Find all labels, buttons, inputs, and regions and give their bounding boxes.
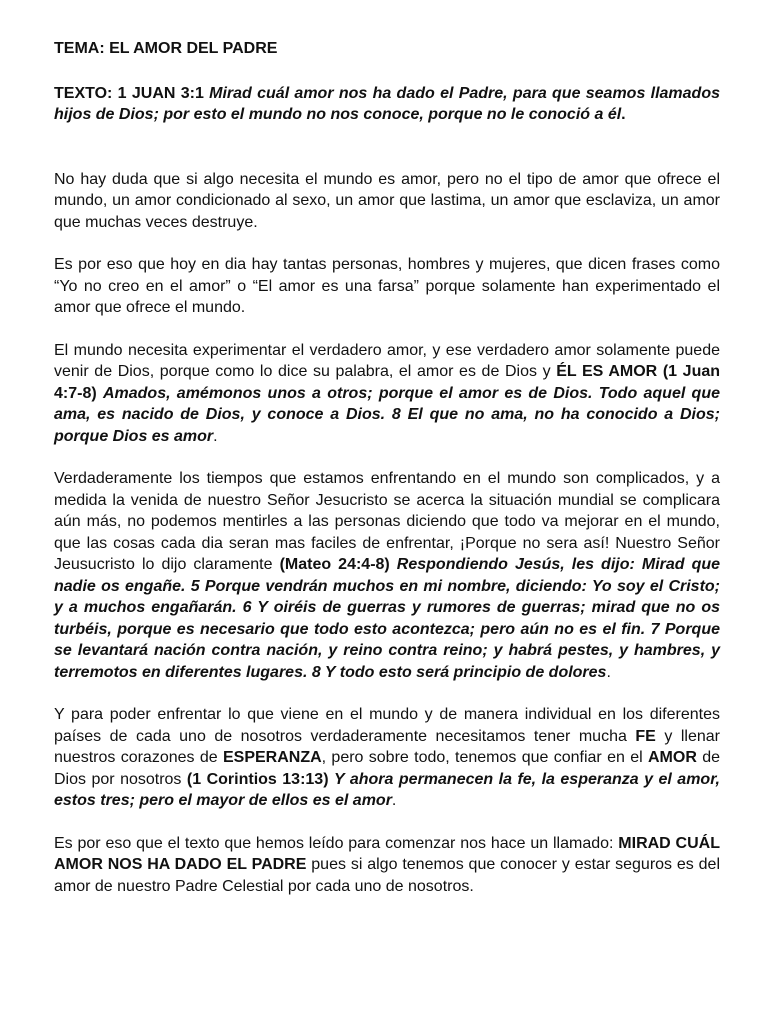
emphasis-amor: AMOR: [648, 749, 697, 766]
bible-quote: Amados, amémonos unos a otros; porque el amor es de Dios. Todo aquel que ama, es nacido de Dios, y conoce a Dios. 8 El que no ama, no ha conocido a Dios; porque Dios es amor: [54, 384, 721, 445]
emphasis-call: MIRAD CUÁL AMOR NOS HA DADO EL PADRE: [54, 834, 720, 873]
scripture-reference: TEXTO: 1 JUAN 3:1: [54, 84, 204, 102]
paragraph-2: Es por eso que hoy en dia hay tantas personas, hombres y mujeres, que dicen frases como “Yo no creo en el amor” o “El amor es una farsa” porque solamente han experimentado el amor que ofrece el mundo.: [54, 256, 720, 316]
paragraph-3: El mundo necesita experimentar el verdadero amor, y ese verdadero amor solamente puede venir de Dios, porque como lo dice su palabra, el amor es de Dios y ÉL ES AMOR (1 Juan 4:7-8) Amados, amémonos unos a otros; porque el amor es de Dios. Todo aquel que ama, es nacido de Dios, y conoce a Dios. 8 El que no ama, no ha conocido a Dios; porque Dios es amor.: [54, 341, 721, 445]
emphasis-esperanza: ESPERANZA: [222, 749, 322, 766]
document-title: TEMA: EL AMOR DEL PADRE: [54, 40, 278, 57]
scripture-text: TEXTO: 1 JUAN 3:1 Mirad cuál amor nos ha dado el Padre, para que seamos llamados hijos de Dios; por esto el mundo no nos conoce, porque no le conoció a él.: [54, 84, 721, 123]
bible-quote: Y ahora permanecen la fe, la esperanza y el amor, estos tres; pero el mayor de ellos es el amor: [54, 770, 720, 809]
paragraph-5: Y para poder enfrentar lo que viene en el mundo y de manera individual en los diferentes países de cada uno de nosotros verdaderamente necesitamos tener mucha FE y llenar nuestros corazones de ESPERANZA, pero sobre todo, tenemos que confiar en el AMOR de Dios por nosotros (1 Corintios 13:13) Y ahora permanecen la fe, la esperanza y el amor, estos tres; pero el mayor de ellos es el amor.: [54, 706, 721, 809]
bible-quote: Respondiendo Jesús, les dijo: Mirad que nadie os engañe. 5 Porque vendrán muchos en mi nombre, diciendo: Yo soy el Cristo; y a muchos engañarán. 6 Y oiréis de guerras y rumores de guerras; mirad que no os turbéis, porque es necesario que todo esto acontezca; pero aún no es el fin. 7 Porque se levantará nación contra nación, y reino contra reino; y habrá pestes, y hambres, y terremotos en diferentes lugares. 8 Y todo esto será principio de dolores: [54, 556, 721, 681]
paragraph-4: Verdaderamente los tiempos que estamos enfrentando en el mundo son complicados, y a medida la venida de nuestro Señor Jesucristo se acerca la situación mundial se complicara aún más, no podemos mentirles a las personas diciendo que todo va mejorar en el mundo, que las cosas cada dia seran mas faciles de enfrentar, ¡Porque no sera así! Nuestro Señor Jeusucristo lo dijo claramente (Mateo 24:4-8) Respondiendo Jesús, les dijo: Mirad que nadie os engañe. 5 Porque vendrán muchos en mi nombre, diciendo: Yo soy el Cristo; y a muchos engañarán. 6 Y oiréis de guerras y rumores de guerras; mirad que no os turbéis, porque es necesario que todo esto acontezca; pero aún no es el fin. 7 Porque se levantará nación contra nación, y reino contra reino; y habrá pestes, y hambres, y terremotos en diferentes lugares. 8 Y todo esto será principio de dolores.: [54, 470, 721, 681]
scripture-verse: Mirad cuál amor nos ha dado el Padre, para que seamos llamados hijos de Dios; por esto el mundo no nos conoce, porque no le conoció a él: [54, 84, 721, 123]
bible-reference: ÉL ES AMOR (1 Juan 4:7-8): [54, 363, 721, 402]
paragraph-6: Es por eso que el texto que hemos leído para comenzar nos hace un llamado: MIRAD CUÁL AMOR NOS HA DADO EL PADRE pues si algo tenemos que conocer y estar seguros es del amor de nuestro Padre Celestial por cada uno de nosotros.: [54, 834, 721, 895]
document-page: [54, 38, 720, 918]
bible-reference: (1 Corintios 13:13): [186, 770, 329, 788]
paragraph-1: No hay duda que si algo necesita el mundo es amor, pero no el tipo de amor que ofrece el mundo, un amor condicionado al sexo, un amor que lastima, un amor que esclaviza, un amor que muchas veces destruye.: [54, 170, 720, 231]
emphasis-fe: FE: [635, 727, 656, 745]
bible-reference: (Mateo 24:4-8): [279, 556, 390, 573]
